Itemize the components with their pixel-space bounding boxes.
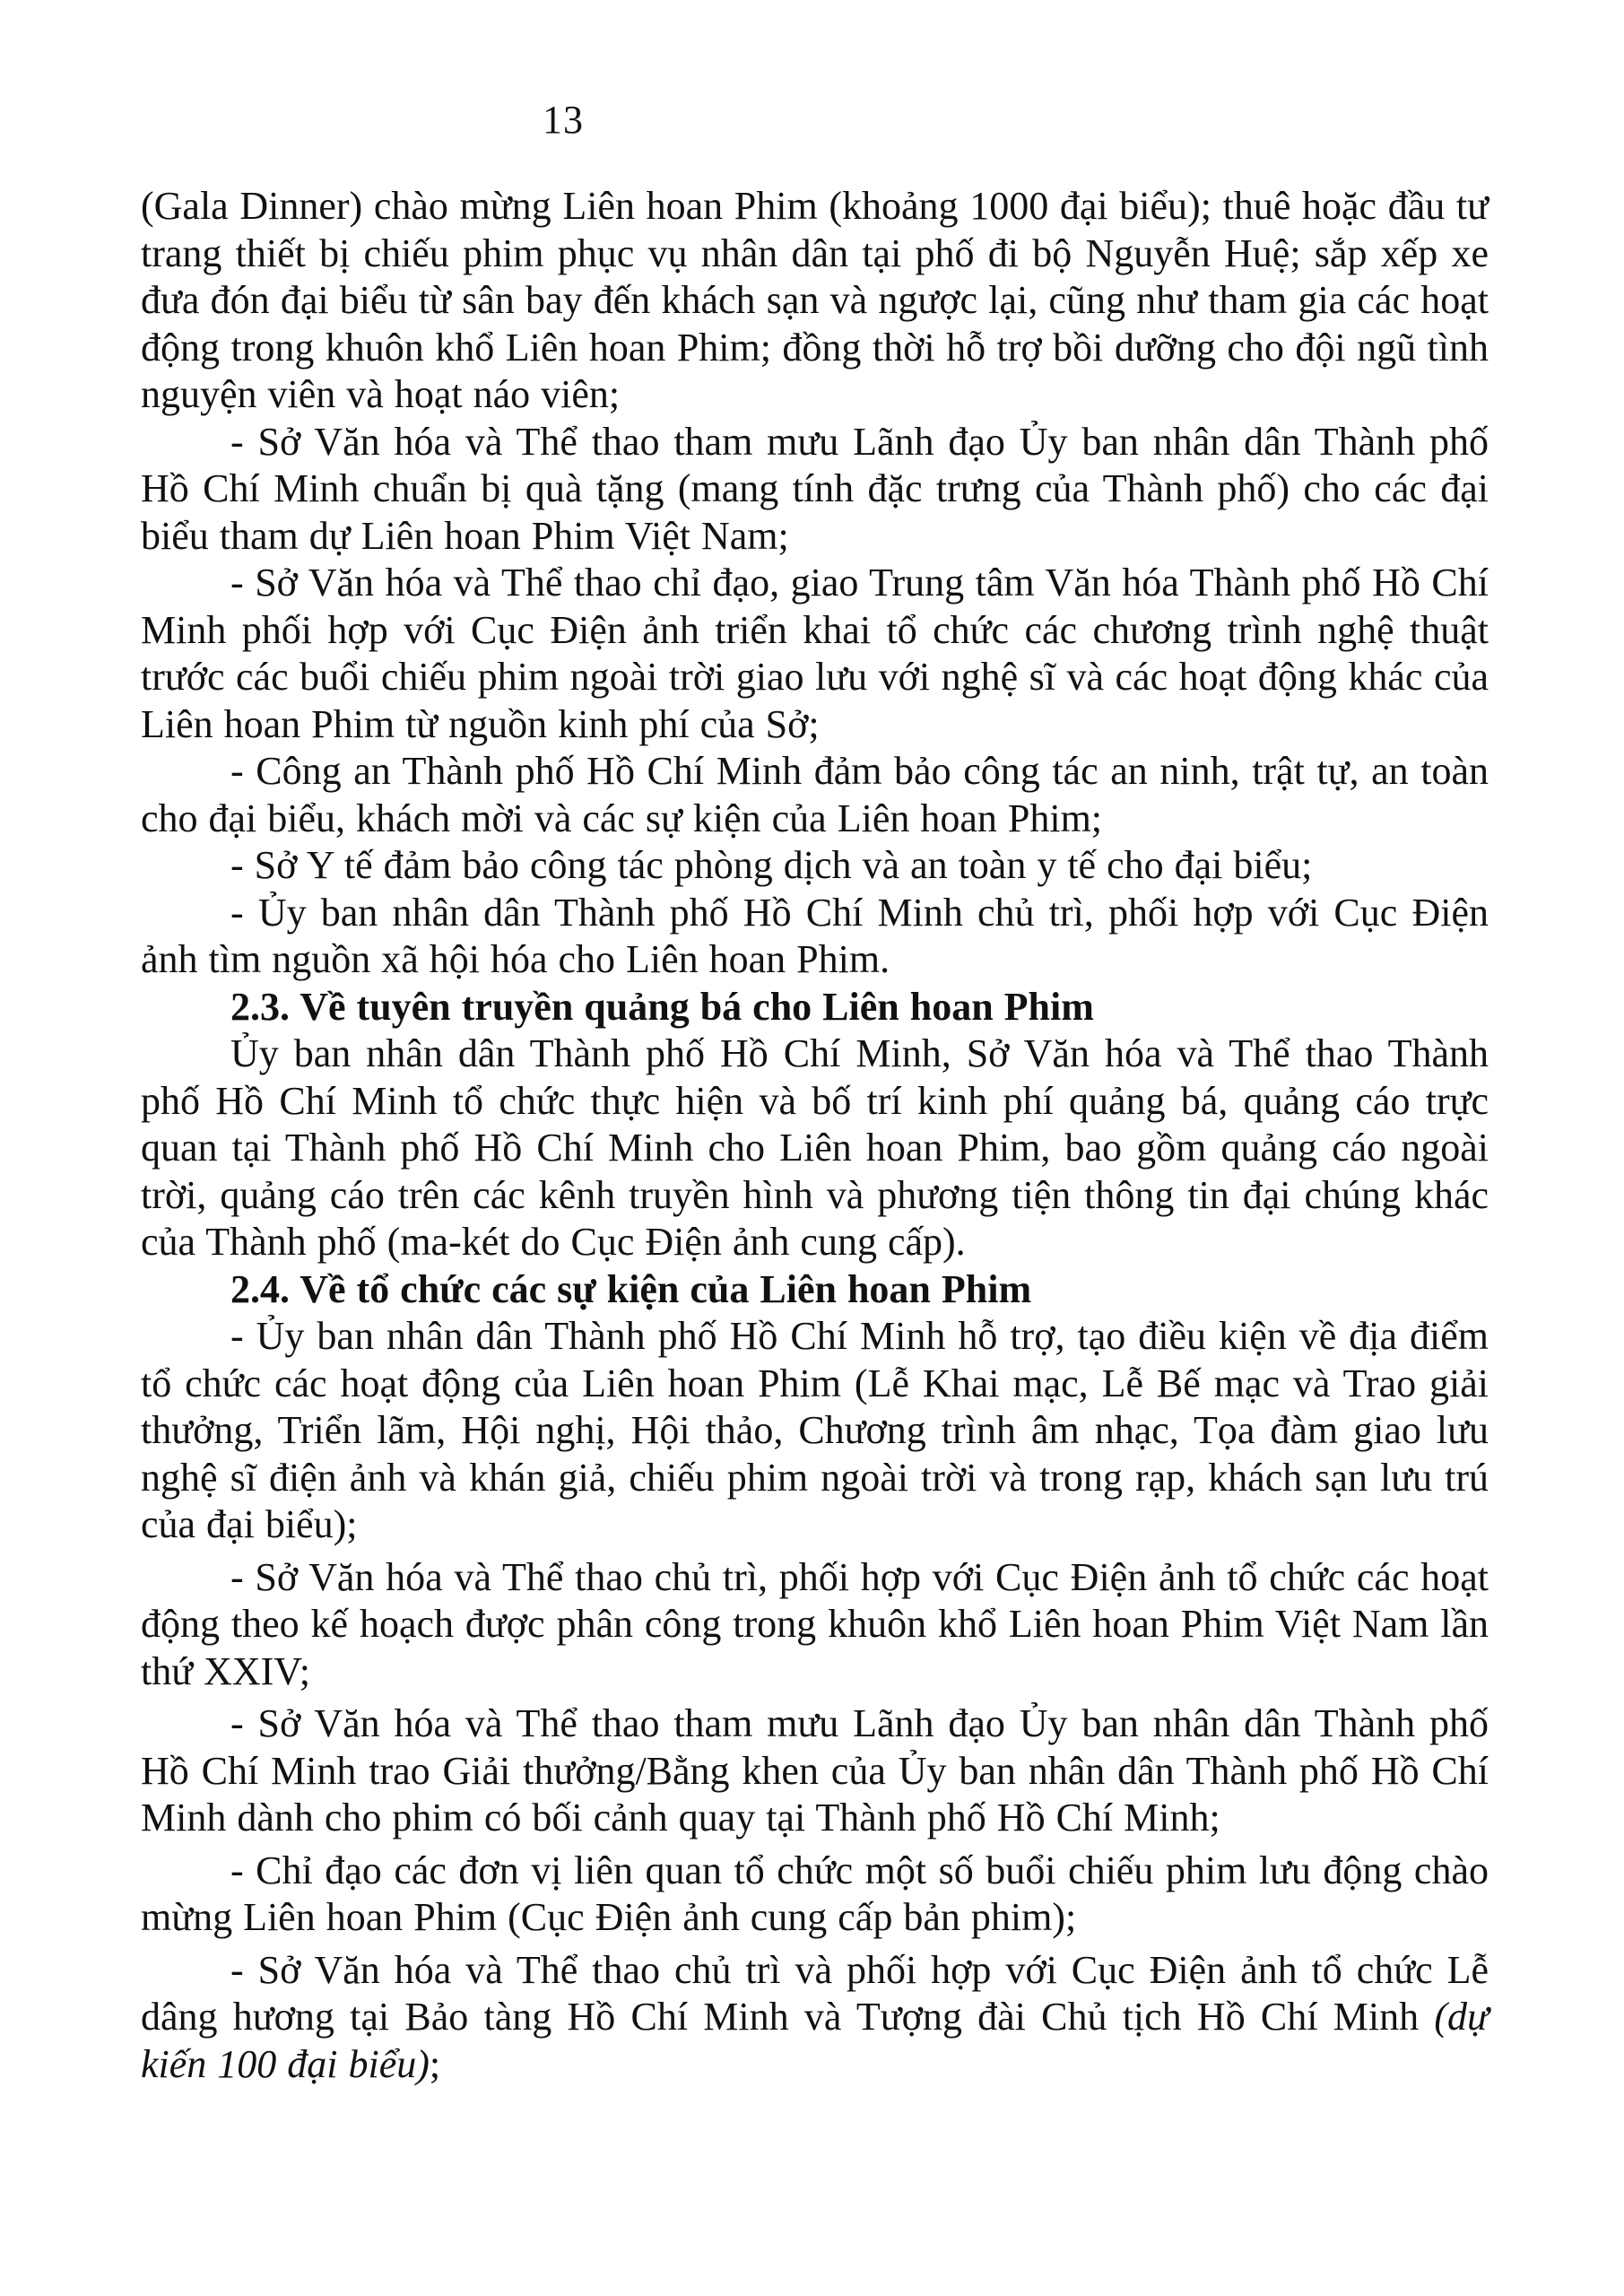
page-number: 13 <box>543 98 584 142</box>
paragraph-le-dang-huong-tail: ; <box>429 2041 441 2086</box>
paragraph-cong-an: - Công an Thành phố Hồ Chí Minh đảm bảo công tác an ninh, trật tự, an toàn cho đại biểu, khách mời và các sự kiện của Liên hoan Phim; <box>141 749 1489 840</box>
paragraph-gala-dinner: (Gala Dinner) chào mừng Liên hoan Phim (khoảng 1000 đại biểu); thuê hoặc đầu tư trang thiết bị chiếu phim phục vụ nhân dân tại phố đi bộ Nguyễn Huệ; sắp xếp xe đưa đón đại biểu từ sân bay đến khách sạn và ngược lại, cũng như tham gia các hoạt động trong khuôn khổ Liên hoan Phim; đồng thời hỗ trợ bồi dưỡng cho đội ngũ tình nguyện viên và hoạt náo viên; <box>141 184 1489 416</box>
paragraph-quang-ba: Ủy ban nhân dân Thành phố Hồ Chí Minh, Sở Văn hóa và Thể thao Thành phố Hồ Chí Minh tổ chức thực hiện và bố trí kinh phí quảng bá, quảng cáo trực quan tại Thành phố Hồ Chí Minh cho Liên hoan Phim, bao gồm quảng cáo ngoài trời, quảng cáo trên các kênh truyền hình và phương tiện thông tin đại chúng khác của Thành phố (ma-két do Cục Điện ảnh cung cấp). <box>141 1031 1489 1264</box>
paragraph-ke-hoach-xxiv: - Sở Văn hóa và Thể thao chủ trì, phối hợp với Cục Điện ảnh tổ chức các hoạt động theo kế hoạch được phân công trong khuôn khổ Liên hoan Phim Việt Nam lần thứ XXIV; <box>141 1554 1489 1693</box>
paragraph-giai-thuong: - Sở Văn hóa và Thể thao tham mưu Lãnh đạo Ủy ban nhân dân Thành phố Hồ Chí Minh trao Giải thưởng/Bằng khen của Ủy ban nhân dân Thành phố Hồ Chí Minh dành cho phim có bối cảnh quay tại Thành phố Hồ Chí Minh; <box>141 1701 1489 1839</box>
paragraph-trung-tam-van-hoa: - Sở Văn hóa và Thể thao chỉ đạo, giao Trung tâm Văn hóa Thành phố Hồ Chí Minh phối hợp với Cục Điện ảnh triển khai tổ chức các chương trình nghệ thuật trước các buổi chiếu phim ngoài trời giao lưu với nghệ sĩ và các hoạt động khác của Liên hoan Phim từ nguồn kinh phí của Sở; <box>141 561 1489 746</box>
paragraph-le-dang-huong <box>141 1947 1489 2089</box>
paragraph-qua-tang: - Sở Văn hóa và Thể thao tham mưu Lãnh đạo Ủy ban nhân dân Thành phố Hồ Chí Minh chuẩn bị quà tặng (mang tính đặc trưng của Thành phố) cho các đại biểu tham dự Liên hoan Phim Việt Nam; <box>141 419 1489 558</box>
section-heading-2-4: 2.4. Về tổ chức các sự kiện của Liên hoan Phim <box>230 1266 1032 1311</box>
paragraph-so-y-te: - Sở Y tế đảm bảo công tác phòng dịch và an toàn y tế cho đại biểu; <box>230 843 1313 887</box>
document-body <box>141 183 1489 2088</box>
paragraph-le-dang-huong-italic: (dự kiến 100 đại biểu) <box>141 1995 1489 2086</box>
paragraph-chieu-phim-luu-dong: - Chỉ đạo các đơn vị liên quan tổ chức một số buổi chiếu phim lưu động chào mừng Liên hoan Phim (Cục Điện ảnh cung cấp bản phim); <box>141 1848 1489 1939</box>
paragraph-dia-diem-su-kien: - Ủy ban nhân dân Thành phố Hồ Chí Minh hỗ trợ, tạo điều kiện về địa điểm tổ chức các hoạt động của Liên hoan Phim (Lễ Khai mạc, Lễ Bế mạc và Trao giải thưởng, Triển lãm, Hội nghị, Hội thảo, Chương trình âm nhạc, Tọa đàm giao lưu nghệ sĩ điện ảnh và khán giả, chiếu phim ngoài trời và trong rạp, khách sạn lưu trú của đại biểu); <box>141 1314 1489 1546</box>
paragraph-le-dang-huong-text: - Sở Văn hóa và Thể thao chủ trì và phối hợp với Cục Điện ảnh tổ chức Lễ dâng hương tại Bảo tàng Hồ Chí Minh và Tượng đài Chủ tịch Hồ Chí Minh <box>141 1947 1489 2039</box>
section-heading-2-3: 2.3. Về tuyên truyền quảng bá cho Liên hoan Phim <box>230 984 1094 1029</box>
paragraph-xa-hoi-hoa: - Ủy ban nhân dân Thành phố Hồ Chí Minh chủ trì, phối hợp với Cục Điện ảnh tìm nguồn xã hội hóa cho Liên hoan Phim. <box>141 890 1489 981</box>
